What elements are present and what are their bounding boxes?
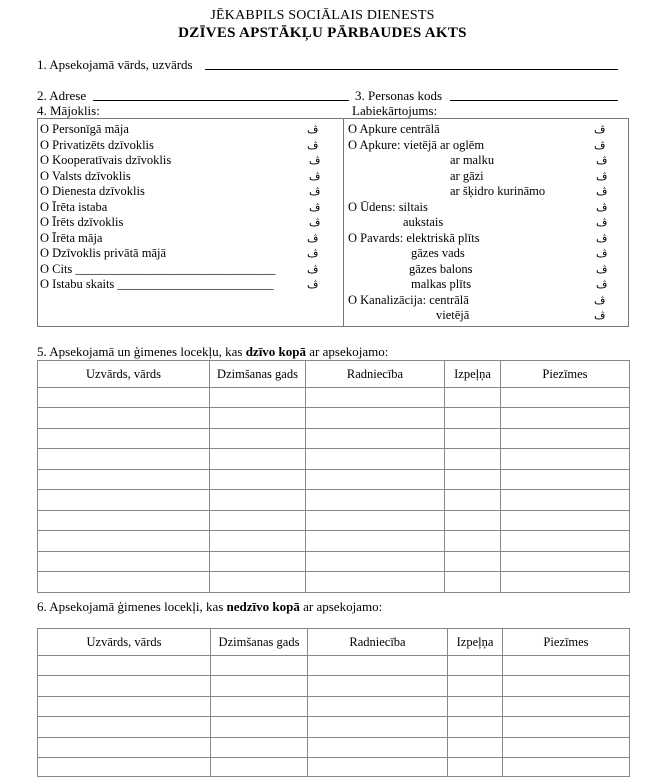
dwelling-option[interactable]: O Personīgā māja (40, 122, 129, 136)
table-cell[interactable] (210, 388, 306, 408)
section6-prefix: 6. Apsekojamā ģimenes locekļi, kas (37, 599, 227, 614)
table-cell[interactable] (38, 531, 210, 552)
table-cell[interactable] (210, 490, 306, 511)
table-cell[interactable] (38, 697, 211, 717)
table-row (38, 738, 630, 758)
table-cell[interactable] (210, 470, 306, 490)
table-cell[interactable] (211, 717, 308, 738)
name-field[interactable] (205, 69, 618, 70)
amenity-option[interactable]: ar malku (450, 153, 495, 167)
table-cell[interactable] (448, 656, 503, 676)
checkbox-icon[interactable]: ڤ (596, 248, 608, 260)
amenity-option[interactable]: O Pavards: elektriskā plīts (348, 231, 480, 245)
personal-code-field[interactable] (450, 100, 618, 101)
checkbox-icon[interactable]: ڤ (309, 171, 321, 183)
table-cell[interactable] (503, 717, 630, 738)
section6-suffix: ar apsekojamo: (299, 599, 383, 614)
table-cell[interactable] (306, 470, 445, 490)
table-cell[interactable] (448, 717, 503, 738)
dwelling-option[interactable]: O Dzīvoklis privātā mājā (40, 246, 167, 260)
table-cell[interactable] (503, 738, 630, 758)
table-cell[interactable] (211, 697, 308, 717)
column-header: Dzimšanas gads (211, 629, 308, 656)
table-cell[interactable] (501, 572, 630, 593)
table-cell[interactable] (445, 552, 501, 572)
table-row (38, 656, 630, 676)
amenity-option[interactable]: malkas plīts (411, 277, 472, 291)
checkbox-icon[interactable]: ڤ (596, 202, 608, 214)
table-cell[interactable] (501, 408, 630, 429)
table-cell[interactable] (210, 408, 306, 429)
table-cell[interactable] (38, 758, 211, 777)
checkbox-icon[interactable]: ڤ (307, 124, 319, 136)
table-cell[interactable] (210, 572, 306, 593)
table-cell[interactable] (306, 511, 445, 531)
cohabiting-members-table (37, 360, 630, 593)
checkbox-icon[interactable]: ڤ (596, 171, 608, 183)
column-header: Izpeļņa (448, 629, 503, 656)
address-field[interactable] (93, 100, 349, 101)
table-cell[interactable] (445, 449, 501, 470)
table-cell[interactable] (448, 738, 503, 758)
table-cell[interactable] (38, 738, 211, 758)
dwelling-option[interactable]: O Īrēta māja (40, 231, 103, 245)
table-cell[interactable] (501, 552, 630, 572)
table-cell[interactable] (445, 531, 501, 552)
table-cell[interactable] (211, 656, 308, 676)
table-cell[interactable] (448, 676, 503, 697)
column-header: Uzvārds, vārds (38, 361, 210, 388)
table-cell[interactable] (306, 490, 445, 511)
checkbox-icon[interactable]: ڤ (309, 155, 321, 167)
dwelling-option[interactable]: O Dienesta dzīvoklis (40, 184, 145, 198)
table-cell[interactable] (38, 656, 211, 676)
checkbox-icon[interactable]: ڤ (594, 295, 606, 307)
checkbox-icon[interactable]: ڤ (594, 140, 606, 152)
table-cell[interactable] (503, 697, 630, 717)
table-row (38, 429, 630, 449)
table-cell[interactable] (306, 572, 445, 593)
column-header: Uzvārds, vārds (38, 629, 211, 656)
table-cell[interactable] (210, 511, 306, 531)
table-cell[interactable] (501, 490, 630, 511)
table-row (38, 717, 630, 738)
checkbox-icon[interactable]: ڤ (307, 279, 319, 291)
non-cohabiting-members-table (37, 628, 630, 777)
dwelling-label: 4. Mājoklis: (37, 103, 100, 118)
table-cell[interactable] (38, 717, 211, 738)
column-header: Izpeļņa (445, 361, 501, 388)
section5-suffix: ar apsekojamo: (306, 344, 389, 359)
table-cell[interactable] (306, 552, 445, 572)
table-row (38, 470, 630, 490)
table-cell[interactable] (445, 408, 501, 429)
table-cell[interactable] (306, 449, 445, 470)
table-row (38, 490, 630, 511)
table-cell[interactable] (306, 408, 445, 429)
dwelling-option[interactable]: O Īrēta istaba (40, 200, 108, 214)
column-header: Radniecība (306, 361, 445, 388)
checkbox-icon[interactable]: ڤ (307, 233, 319, 245)
checkbox-icon[interactable]: ڤ (596, 155, 608, 167)
section5-emphasis: dzīvo kopā (245, 344, 307, 359)
dwelling-option[interactable]: O Cits ________________________________ (40, 262, 276, 276)
table-cell[interactable] (210, 449, 306, 470)
checkbox-icon[interactable]: ڤ (307, 264, 319, 276)
table-cell[interactable] (445, 511, 501, 531)
table-cell[interactable] (38, 490, 210, 511)
amenity-option[interactable]: gāzes vads (411, 246, 465, 260)
table-row (38, 511, 630, 531)
table-cell[interactable] (306, 388, 445, 408)
checkbox-icon[interactable]: ڤ (594, 310, 606, 322)
checkbox-icon[interactable]: ڤ (309, 186, 321, 198)
checkbox-icon[interactable]: ڤ (594, 124, 606, 136)
section5-prefix: 5. Apsekojamā un ģimenes locekļu, kas (37, 344, 246, 359)
table-cell[interactable] (211, 676, 308, 697)
table-header-row (38, 629, 630, 656)
checkbox-icon[interactable]: ڤ (596, 217, 608, 229)
amenity-option[interactable]: vietējā (436, 308, 470, 322)
section6-heading (37, 599, 382, 615)
document-title: DZĪVES APSTĀKĻU PĀRBAUDES AKTS (178, 25, 467, 41)
checkbox-icon[interactable]: ڤ (309, 217, 321, 229)
checkbox-icon[interactable]: ڤ (307, 140, 319, 152)
table-cell[interactable] (308, 676, 448, 697)
name-label: 1. Apsekojamā vārds, uzvārds (37, 57, 193, 72)
table-cell[interactable] (38, 449, 210, 470)
amenity-option[interactable]: O Ūdens: siltais (348, 200, 428, 214)
table-row (38, 697, 630, 717)
amenity-option[interactable]: ar šķidro kurināmo (450, 184, 546, 198)
table-cell[interactable] (503, 758, 630, 777)
amenity-option[interactable]: O Apkure centrālā (348, 122, 440, 136)
table-cell[interactable] (503, 656, 630, 676)
table-row (38, 408, 630, 429)
table-cell[interactable] (501, 449, 630, 470)
checkbox-icon[interactable]: ڤ (307, 248, 319, 260)
dwelling-option[interactable]: O Privatizēts dzīvoklis (40, 138, 154, 152)
table-cell[interactable] (306, 531, 445, 552)
table-row (38, 758, 630, 777)
amenity-option[interactable]: aukstais (403, 215, 444, 229)
table-cell[interactable] (211, 738, 308, 758)
table-cell[interactable] (38, 470, 210, 490)
table-cell[interactable] (501, 470, 630, 490)
table-row (38, 531, 630, 552)
dwelling-option[interactable]: O Īrēts dzīvoklis (40, 215, 124, 229)
table-cell[interactable] (308, 656, 448, 676)
checkbox-icon[interactable]: ڤ (596, 186, 608, 198)
table-cell[interactable] (501, 531, 630, 552)
dwelling-box-divider (343, 118, 344, 327)
table-cell[interactable] (501, 511, 630, 531)
dwelling-option[interactable]: O Kooperatīvais dzīvoklis (40, 153, 172, 167)
table-cell[interactable] (210, 552, 306, 572)
table-cell[interactable] (306, 429, 445, 449)
table-row (38, 552, 630, 572)
table-cell[interactable] (445, 470, 501, 490)
section6-emphasis: nedzīvo kopā (226, 599, 300, 614)
amenity-option[interactable]: gāzes balons (409, 262, 473, 276)
table-cell[interactable] (38, 511, 210, 531)
table-cell[interactable] (448, 758, 503, 777)
amenity-option[interactable]: ar gāzi (450, 169, 484, 183)
organization-name: JĒKABPILS SOCIĀLAIS DIENESTS (210, 8, 435, 23)
table-cell[interactable] (501, 429, 630, 449)
table-cell[interactable] (445, 490, 501, 511)
personal-code-label: 3. Personas kods (355, 88, 443, 103)
column-header: Dzimšanas gads (210, 361, 306, 388)
table-cell[interactable] (308, 738, 448, 758)
checkbox-icon[interactable]: ڤ (596, 264, 608, 276)
table-cell[interactable] (503, 676, 630, 697)
address-label: 2. Adrese (37, 88, 87, 103)
amenity-option[interactable]: O Apkure: vietējā ar oglēm (348, 138, 485, 152)
table-cell[interactable] (448, 697, 503, 717)
column-header: Piezīmes (503, 629, 630, 656)
amenities-label: Labiekārtojums: (352, 103, 438, 118)
table-cell[interactable] (38, 572, 210, 593)
checkbox-icon[interactable]: ڤ (309, 202, 321, 214)
table-cell[interactable] (210, 531, 306, 552)
table-row (38, 449, 630, 470)
table-cell[interactable] (501, 388, 630, 408)
table-cell[interactable] (38, 552, 210, 572)
column-header: Radniecība (308, 629, 448, 656)
table-cell[interactable] (308, 758, 448, 777)
section5-heading (37, 344, 388, 360)
amenity-option[interactable]: O Kanalizācija: centrālā (348, 293, 469, 307)
table-header-row (38, 361, 630, 388)
table-cell[interactable] (38, 676, 211, 697)
dwelling-option[interactable]: O Valsts dzīvoklis (40, 169, 131, 183)
table-cell[interactable] (445, 388, 501, 408)
table-cell[interactable] (210, 429, 306, 449)
table-cell[interactable] (38, 429, 210, 449)
table-cell[interactable] (445, 429, 501, 449)
table-cell[interactable] (308, 697, 448, 717)
table-cell[interactable] (38, 388, 210, 408)
column-header: Piezīmes (501, 361, 630, 388)
table-cell[interactable] (308, 717, 448, 738)
table-cell[interactable] (38, 408, 210, 429)
checkbox-icon[interactable]: ڤ (596, 279, 608, 291)
dwelling-option[interactable]: O Istabu skaits _________________________ (40, 277, 274, 291)
table-row (38, 572, 630, 593)
table-cell[interactable] (445, 572, 501, 593)
checkbox-icon[interactable]: ڤ (596, 233, 608, 245)
table-row (38, 388, 630, 408)
table-cell[interactable] (211, 758, 308, 777)
table-row (38, 676, 630, 697)
